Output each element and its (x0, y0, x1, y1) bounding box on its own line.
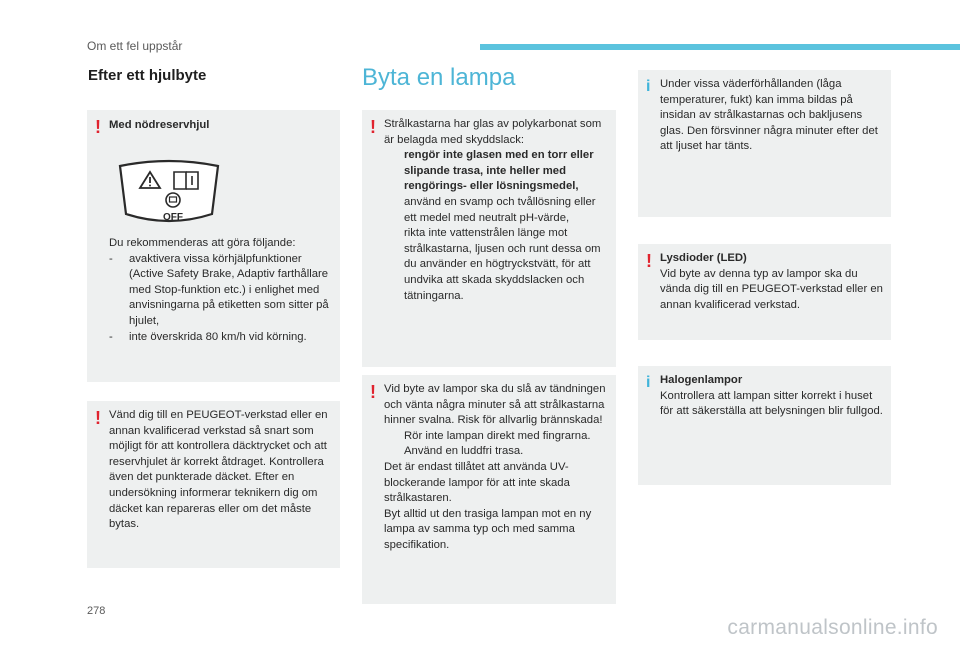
info-heading: Halogenlampor (660, 374, 743, 386)
info-icon: i (646, 78, 651, 95)
note-box-workshop (87, 401, 340, 568)
info-text: Under vissa väderförhållanden (låga temperaturer, fukt) kan imma bildas på insidan av strålkastarnas och bakljusens glas. Den försvinner några minuter efter det att ljuset har tänts. (660, 78, 878, 153)
note-intro: Vid byte av lampor ska du slå av tändningen och vänta några minuter så att strålkastarna hinner svalna. Risk för allvarlig brännskada! (384, 383, 606, 427)
watermark: carmanualsonline.info (727, 616, 938, 639)
note-text: Vänd dig till en PEUGEOT-verkstad eller en annan kvalificerad verkstad så snart som möjligt för att kontrollera däcktrycket och att reservhjulet är korrekt åtdraget. Kontrollera även det punkterade däcket. Efter en undersökning informerar teknikern dig om däcket kan repareras eller om det måste bytas. (109, 409, 328, 531)
note-box-led (638, 244, 891, 340)
warning-icon: ! (370, 117, 376, 137)
warning-icon: ! (95, 408, 101, 428)
note-heading: Med nödreservhjul (109, 119, 210, 131)
info-box-condensation (638, 70, 891, 217)
spare-wheel-label-illustration (114, 158, 224, 230)
header-accent-bar (480, 44, 960, 50)
note-text: Det är endast tillåtet att använda UV-blockerande lampor för att inte skada strålkastaren. (384, 460, 570, 505)
warning-icon: ! (646, 251, 652, 271)
list-item: - inte överskrida 80 km/h vid körning. (109, 330, 307, 343)
info-icon: i (646, 374, 651, 391)
note-text: Byt alltid ut den trasiga lampan mot en ny lampa av samma typ och med samma specifikation. (384, 507, 592, 551)
note-text: Vid byte av denna typ av lampor ska du vända dig till en PEUGEOT-verkstad eller en annan kvalificerad verkstad. (660, 267, 883, 311)
header-section-label: Om ett fel uppstår (87, 39, 183, 53)
note-heading: Lysdioder (LED) (660, 252, 747, 264)
note-intro: Strålkastarna har glas av polykarbonat som är belagda med skyddslack: (384, 118, 602, 146)
list-item: rengör inte glasen med en torr eller slipande trasa, inte heller med rengörings- eller lösningsmedel, (404, 149, 594, 193)
info-text: Kontrollera att lampan sitter korrekt i huset för att säkerställa att belysningen blir fullgod. (660, 389, 883, 418)
off-label: OFF (163, 212, 183, 223)
page-number: 278 (87, 605, 106, 617)
note-box-spare-wheel (87, 110, 340, 382)
list-item: - avaktivera vissa körhjälpfunktioner (Active Safety Brake, Adaptiv farthållare med Stop-funktion etc.) i enlighet med anvisningarna på etiketten som sitter på hjulet, (109, 252, 329, 327)
warning-icon: ! (370, 382, 376, 402)
note-intro: Du rekommenderas att göra följande: (109, 237, 296, 249)
list-item: Rör inte lampan direkt med fingrarna. Använd en luddfri trasa. (404, 429, 591, 458)
list-item: använd en svamp och tvållösning eller ett medel med neutralt pH-värde, (404, 195, 596, 224)
list-item: rikta inte vattenstrålen länge mot strålkastarna, ljusen och runt dessa om du använder en högtryckstvätt, för att undvika att skada skyddslacken och tätningarna. (404, 227, 601, 302)
note-box-headlamp-glass (362, 110, 616, 367)
info-box-halogen (638, 366, 891, 485)
note-box-lamp-safety (362, 375, 616, 604)
section-title-wheel-change: Efter ett hjulbyte (88, 67, 207, 84)
warning-icon: ! (95, 117, 101, 137)
section-title-lamp-change: Byta en lampa (362, 64, 516, 91)
